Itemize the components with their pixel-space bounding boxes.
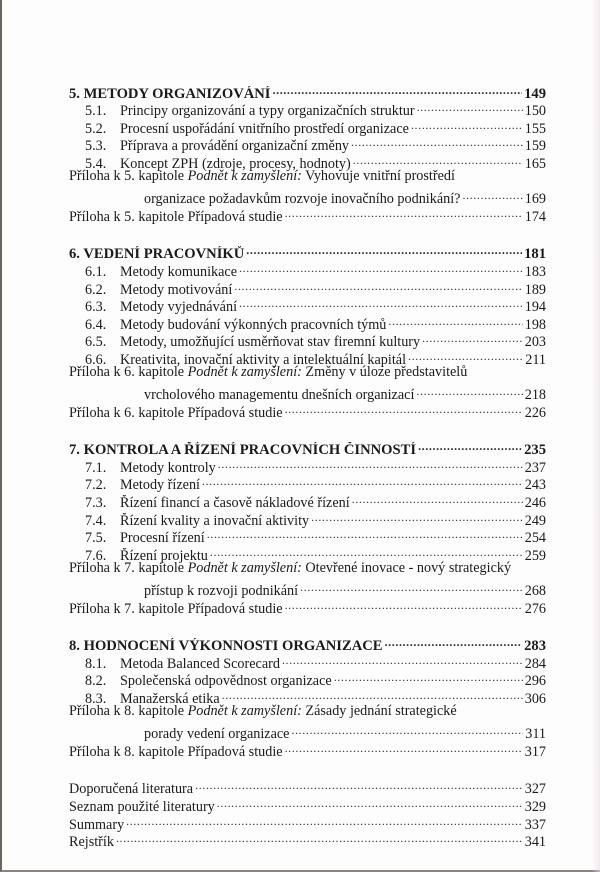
page-number: 254 [524,530,546,547]
dot-leader [311,507,523,525]
toc-heading[interactable] [69,633,546,655]
dot-leader [217,793,523,811]
page-number: 276 [524,600,546,617]
heading-title: 6. VEDENÍ PRACOVNÍKŮ [69,246,245,263]
dot-leader [126,811,523,829]
page-number: 337 [524,816,546,833]
appendix-prefix: Příloha k 7. kapitole [69,559,185,576]
page-number: 341 [524,834,546,851]
page-number: 159 [524,138,546,155]
dot-leader [234,276,522,294]
appendix-italic-label: Podnět k zamyšlení: [187,363,302,380]
appendix-title: Příloha k 5. kapitole Případová studie [69,208,283,225]
table-of-contents [69,80,546,851]
appendix-italic-label: Podnět k zamyšlení: [187,703,302,719]
page-number: 165 [524,155,546,172]
appendix-title: Příloha k 6. kapitole Případová studie [69,404,283,421]
page-number: 194 [524,299,546,316]
page-edge-shade [592,0,600,872]
backmatter-title: Summary [69,816,125,833]
dot-leader [202,472,523,490]
page-number: 259 [524,547,546,564]
appendix-title [69,560,511,578]
dot-leader [416,382,522,400]
backmatter-title: Doporučená literatura [69,781,194,798]
toc-backmatter-item[interactable] [69,811,546,833]
page-number: 198 [524,316,546,333]
page-number: 211 [525,351,546,368]
section-number: 7.5. [85,530,107,547]
heading-title: 8. HODNOCENÍ VÝKONNOSTI ORGANIZACE [69,638,383,655]
page-number: 237 [524,459,546,476]
section-title: Metody komunikace [120,263,238,280]
section-title: Procesní řízení [120,530,205,547]
appendix-title [69,703,457,721]
section-title: Řízení financí a časově nákladové řízení [120,495,350,512]
dot-leader [207,525,523,543]
page-number: 306 [524,691,546,707]
section-title: Metody vyjednávání [120,299,238,316]
section-title: Metody, umožňující usměrňovat stav firemní kultury [120,334,421,351]
appendix-italic-label: Podnět k zamyšlení: [187,559,302,576]
toc-appendix-reflection-line1[interactable] [69,168,546,186]
appendix-prefix: Příloha k 6. kapitole [69,363,185,380]
page-number: 296 [524,673,546,690]
toc-backmatter-item[interactable] [69,829,546,851]
appendix-italic-label: Podnět k zamyšlení: [187,167,302,184]
dot-leader [417,98,523,116]
toc-appendix-reflection-line1[interactable] [69,364,546,382]
chapter-7 [69,437,546,617]
dot-leader [418,437,522,455]
toc-appendix-reflection-line2[interactable] [69,382,546,404]
dot-leader [116,829,523,847]
chapter-5 [69,80,546,225]
dot-leader [385,633,523,651]
section-title: Manažerská etika [120,691,220,707]
section-title: Metoda Balanced Scorecard [120,655,280,672]
page-number: 284 [524,655,546,672]
dot-leader [222,685,523,703]
appendix-prefix: Příloha k 8. kapitole [69,703,185,719]
toc-heading[interactable] [69,437,546,459]
section-title: Společenská odpovědnost organizace [120,673,332,690]
page-number: 189 [524,281,546,298]
page-number: 268 [524,583,546,600]
section-number: 5.2. [85,120,107,137]
appendix-topic: Vyhovuje vnitřní prostředí [305,167,455,184]
toc-appendix-reflection-line1[interactable] [69,703,546,721]
dot-leader [408,346,523,364]
dot-leader [246,241,522,259]
page-number: 181 [524,246,546,263]
appendix-topic-continued: organizace požadavkům rozvoje inovačního podnikání? [144,191,461,208]
toc-heading[interactable] [69,241,546,263]
page-number: 235 [524,442,546,459]
section-title: Příprava a provádění organizační změny [120,138,350,155]
dot-leader [291,721,523,739]
appendix-title: Příloha k 7. kapitole Případová studie [69,600,283,617]
page-number: 283 [524,638,546,655]
section-title: Koncept ZPH (zdroje, procesy, hodnoty) [120,155,351,172]
dot-leader [353,150,523,168]
page-number: 329 [524,798,546,815]
appendix-topic-continued: porady vedení organizace [144,726,290,743]
dot-leader [352,489,523,507]
section-title: Metody motivování [120,281,233,298]
dot-leader [285,203,523,221]
appendix-title [69,168,455,186]
toc-appendix-reflection-line1[interactable] [69,560,546,578]
backmatter-title: Seznam použité literatury [69,798,215,815]
section-number: 6.5. [85,334,107,351]
page-number: 311 [525,726,546,743]
dot-leader [334,668,523,686]
page-number: 174 [524,208,546,225]
dot-leader [282,650,523,668]
dot-leader [285,738,523,756]
appendix-topic: Změny v úloze představitelů [305,363,468,380]
section-number: 7.2. [85,477,107,494]
section-number: 8.2. [85,673,107,690]
appendix-title: Příloha k 8. kapitole Případová studie [69,743,283,760]
section-title: Procesní uspořádání vnitřního prostředí organizace [120,120,409,137]
toc-backmatter-item[interactable] [69,776,546,798]
dot-leader [411,115,523,133]
section-number: 5.1. [85,103,107,120]
section-title: Řízení projektu [120,547,208,564]
section-title: Kreativita, inovační aktivity a intelektuální kapitál [120,351,407,368]
section-number: 8.1. [85,655,107,672]
section-number: 7.1. [85,459,107,476]
heading-title: 5. METODY ORGANIZOVÁNÍ [69,85,271,102]
dot-leader [239,258,523,276]
toc-appendix-reflection-line2[interactable] [69,186,546,208]
page-number: 317 [524,743,546,760]
section-number: 6.1. [85,263,107,280]
appendix-topic: Zásady jednání strategické [305,703,457,719]
appendix-topic-continued: vrcholového managementu dnešních organizací [144,387,415,404]
page-number: 327 [524,781,546,798]
dot-leader [351,133,523,151]
dot-leader [285,595,523,613]
section-number: 6.3. [85,299,107,316]
page-number: 243 [524,477,546,494]
section-number: 6.2. [85,281,107,298]
section-title: Principy organizování a typy organizačních struktur [120,103,415,120]
dot-leader [210,542,523,560]
dot-leader [285,399,523,417]
page-number: 226 [524,404,546,421]
page-number: 169 [524,191,546,208]
dot-leader [239,294,523,312]
section-number: 5.3. [85,138,107,155]
dot-leader [300,577,523,595]
page-number: 246 [524,495,546,512]
section-title: Metody řízení [120,477,200,494]
appendix-prefix: Příloha k 5. kapitole [69,167,185,184]
page-number: 218 [524,387,546,404]
section-title: Řízení kvality a inovační aktivity [120,512,310,529]
backmatter-title: Rejstřík [69,834,114,851]
section-number: 6.6. [85,351,107,368]
section-number: 5.4. [85,155,107,172]
section-title: Metody kontroly [120,459,216,476]
dot-leader [388,311,522,329]
page-number: 155 [524,120,546,137]
section-number: 8.3. [85,691,107,707]
appendix-topic: Otevřené inovace - nový strategický [305,559,512,576]
page-number: 150 [524,103,546,120]
section-number: 7.3. [85,495,107,512]
dot-leader [422,329,523,347]
appendix-title [69,364,467,382]
page-number: 149 [524,85,546,102]
section-number: 7.6. [85,547,107,564]
heading-title: 7. KONTROLA A ŘÍZENÍ PRACOVNÍCH ČINNOSTÍ [69,442,417,459]
dot-leader [218,454,523,472]
page-number: 203 [524,334,546,351]
section-number: 6.4. [85,316,107,333]
dot-leader [273,80,523,98]
dot-leader [195,776,523,794]
toc-appendix-reflection-line2[interactable] [69,577,546,600]
chapter-8 [69,633,546,760]
appendix-topic-continued: přístup k rozvoji podnikání [144,583,299,600]
toc-appendix-reflection-line2[interactable] [69,721,546,743]
page-number: 249 [524,512,546,529]
page-number: 183 [524,263,546,280]
toc-heading[interactable] [69,80,546,102]
dot-leader [462,186,522,204]
section-title: Metody budování výkonných pracovních týmů [120,316,387,333]
back-matter [69,776,546,851]
section-number: 7.4. [85,512,107,529]
chapter-6 [69,241,546,421]
